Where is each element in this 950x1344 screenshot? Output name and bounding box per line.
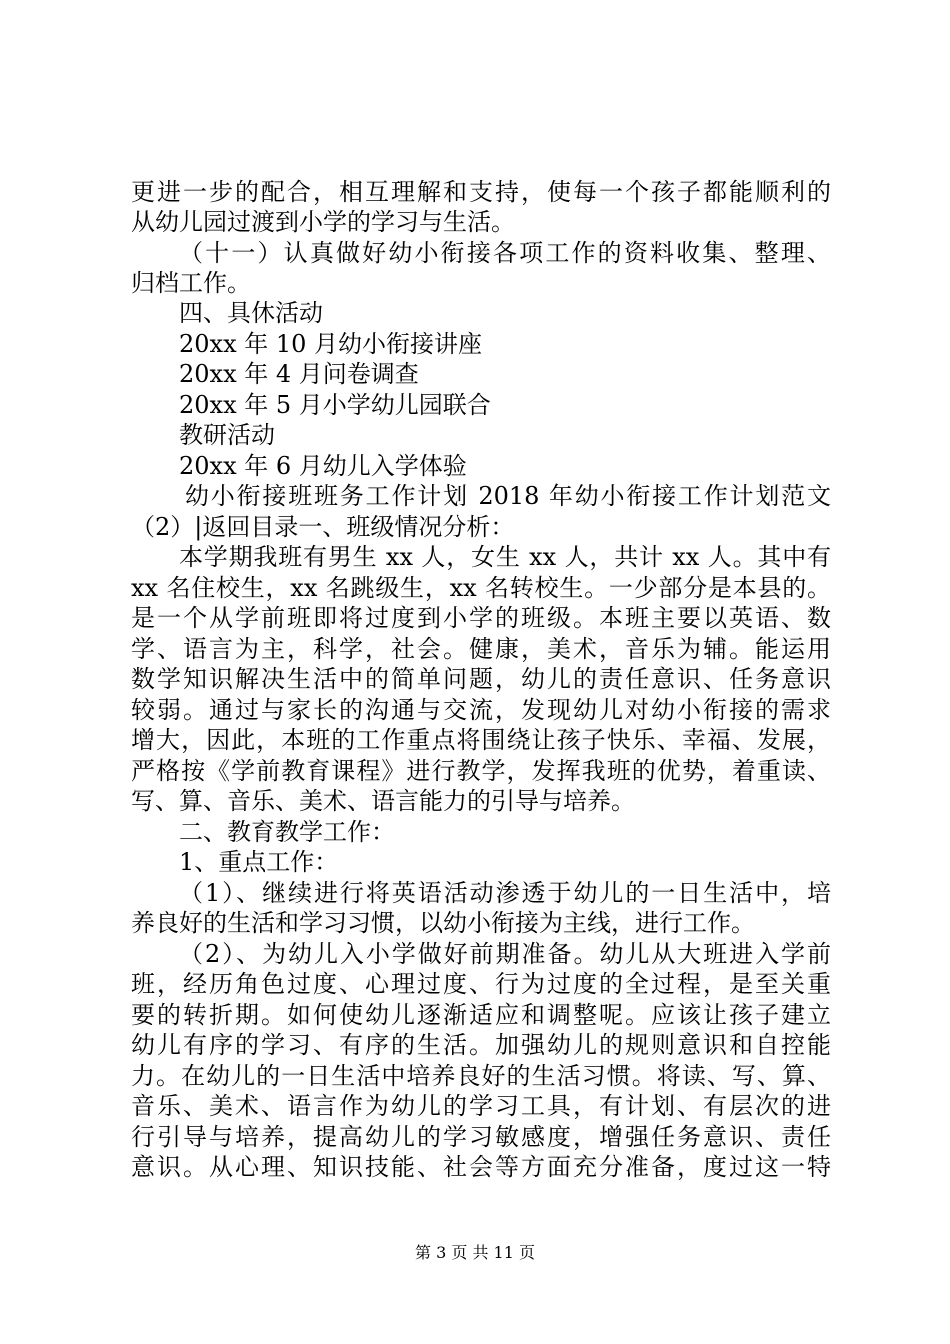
text-line: （十一）认真做好幼小衔接各项工作的资料收集、整理、 [179,239,831,267]
text-line: 归档工作。 [131,269,251,297]
text-line: 养良好的生活和学习习惯，以幼小衔接为主线，进行工作。 [131,909,755,937]
text-line: 20xx 年 4 月问卷调查 [179,360,419,388]
text-line: 从幼儿园过渡到小学的学习与生活。 [131,208,515,236]
text-line: 教研活动 [179,421,275,449]
subsection-heading: 1、重点工作： [179,848,339,876]
text-line: 20xx 年 5 月小学幼儿园联合 [179,391,491,419]
text-line: 严格按《学前教育课程》进行教学，发挥我班的优势，着重读、 [131,757,831,785]
text-line: xx 名住校生，xx 名跳级生，xx 名转校生。一少部分是本县的。 [131,574,831,602]
text-line: 班，经历角色过度、心理过度、行为过度的全过程，是至关重 [131,970,831,998]
text-line: 20xx 年 6 月幼儿入学体验 [179,452,467,480]
section-heading: 四、具休活动 [179,299,323,327]
text-line: 要的转折期。如何使幼儿逐渐适应和调整呢。应该让孩子建立 [131,1001,831,1029]
text-line: 数学知识解决生活中的简单问题，幼儿的责任意识、任务意识 [131,665,831,693]
text-line: 是一个从学前班即将过度到小学的班级。本班主要以英语、数 [131,604,831,632]
text-line: 学、语言为主，科学，社会。健康，美术，音乐为辅。能运用 [131,635,831,663]
text-line: 较弱。通过与家长的沟通与交流，发现幼儿对幼小衔接的需求 [131,696,831,724]
text-line: 力。在幼儿的一日生活中培养良好的生活习惯。将读、写、算、 [131,1062,831,1090]
text-line: 写、算、音乐、美术、语言能力的引导与培养。 [131,787,635,815]
text-line: 意识。从心理、知识技能、社会等方面充分准备，度过这一特 [131,1153,831,1181]
text-line: 20xx 年 10 月幼小衔接讲座 [179,330,483,358]
text-line: （2）、为幼儿入小学做好前期准备。幼儿从大班进入学前 [179,940,831,968]
text-line: 更进一步的配合，相互理解和支持，使每一个孩子都能顺利的 [131,178,831,206]
section-heading: 二、教育教学工作： [179,818,395,846]
text-line: 幼儿有序的学习、有序的生活。加强幼儿的规则意识和自控能 [131,1031,831,1059]
text-line: 本学期我班有男生 xx 人，女生 xx 人，共计 xx 人。其中有 [179,543,831,571]
text-line: （2）|返回目录一、班级情况分析： [131,513,515,541]
text-line: 行引导与培养，提高幼儿的学习敏感度，增强任务意识、责任 [131,1123,831,1151]
page-footer: 第 3 页 共 11 页 [415,1243,535,1262]
text-line: 音乐、美术、语言作为幼儿的学习工具，有计划、有层次的进 [131,1092,831,1120]
text-line: （1）、继续进行将英语活动渗透于幼儿的一日生活中，培 [179,879,831,907]
text-line: 增大，因此，本班的工作重点将围绕让孩子快乐、幸福、发展， [131,726,831,754]
document-title: 幼小衔接班班务工作计划 2018 年幼小衔接工作计划范文 [185,482,831,510]
